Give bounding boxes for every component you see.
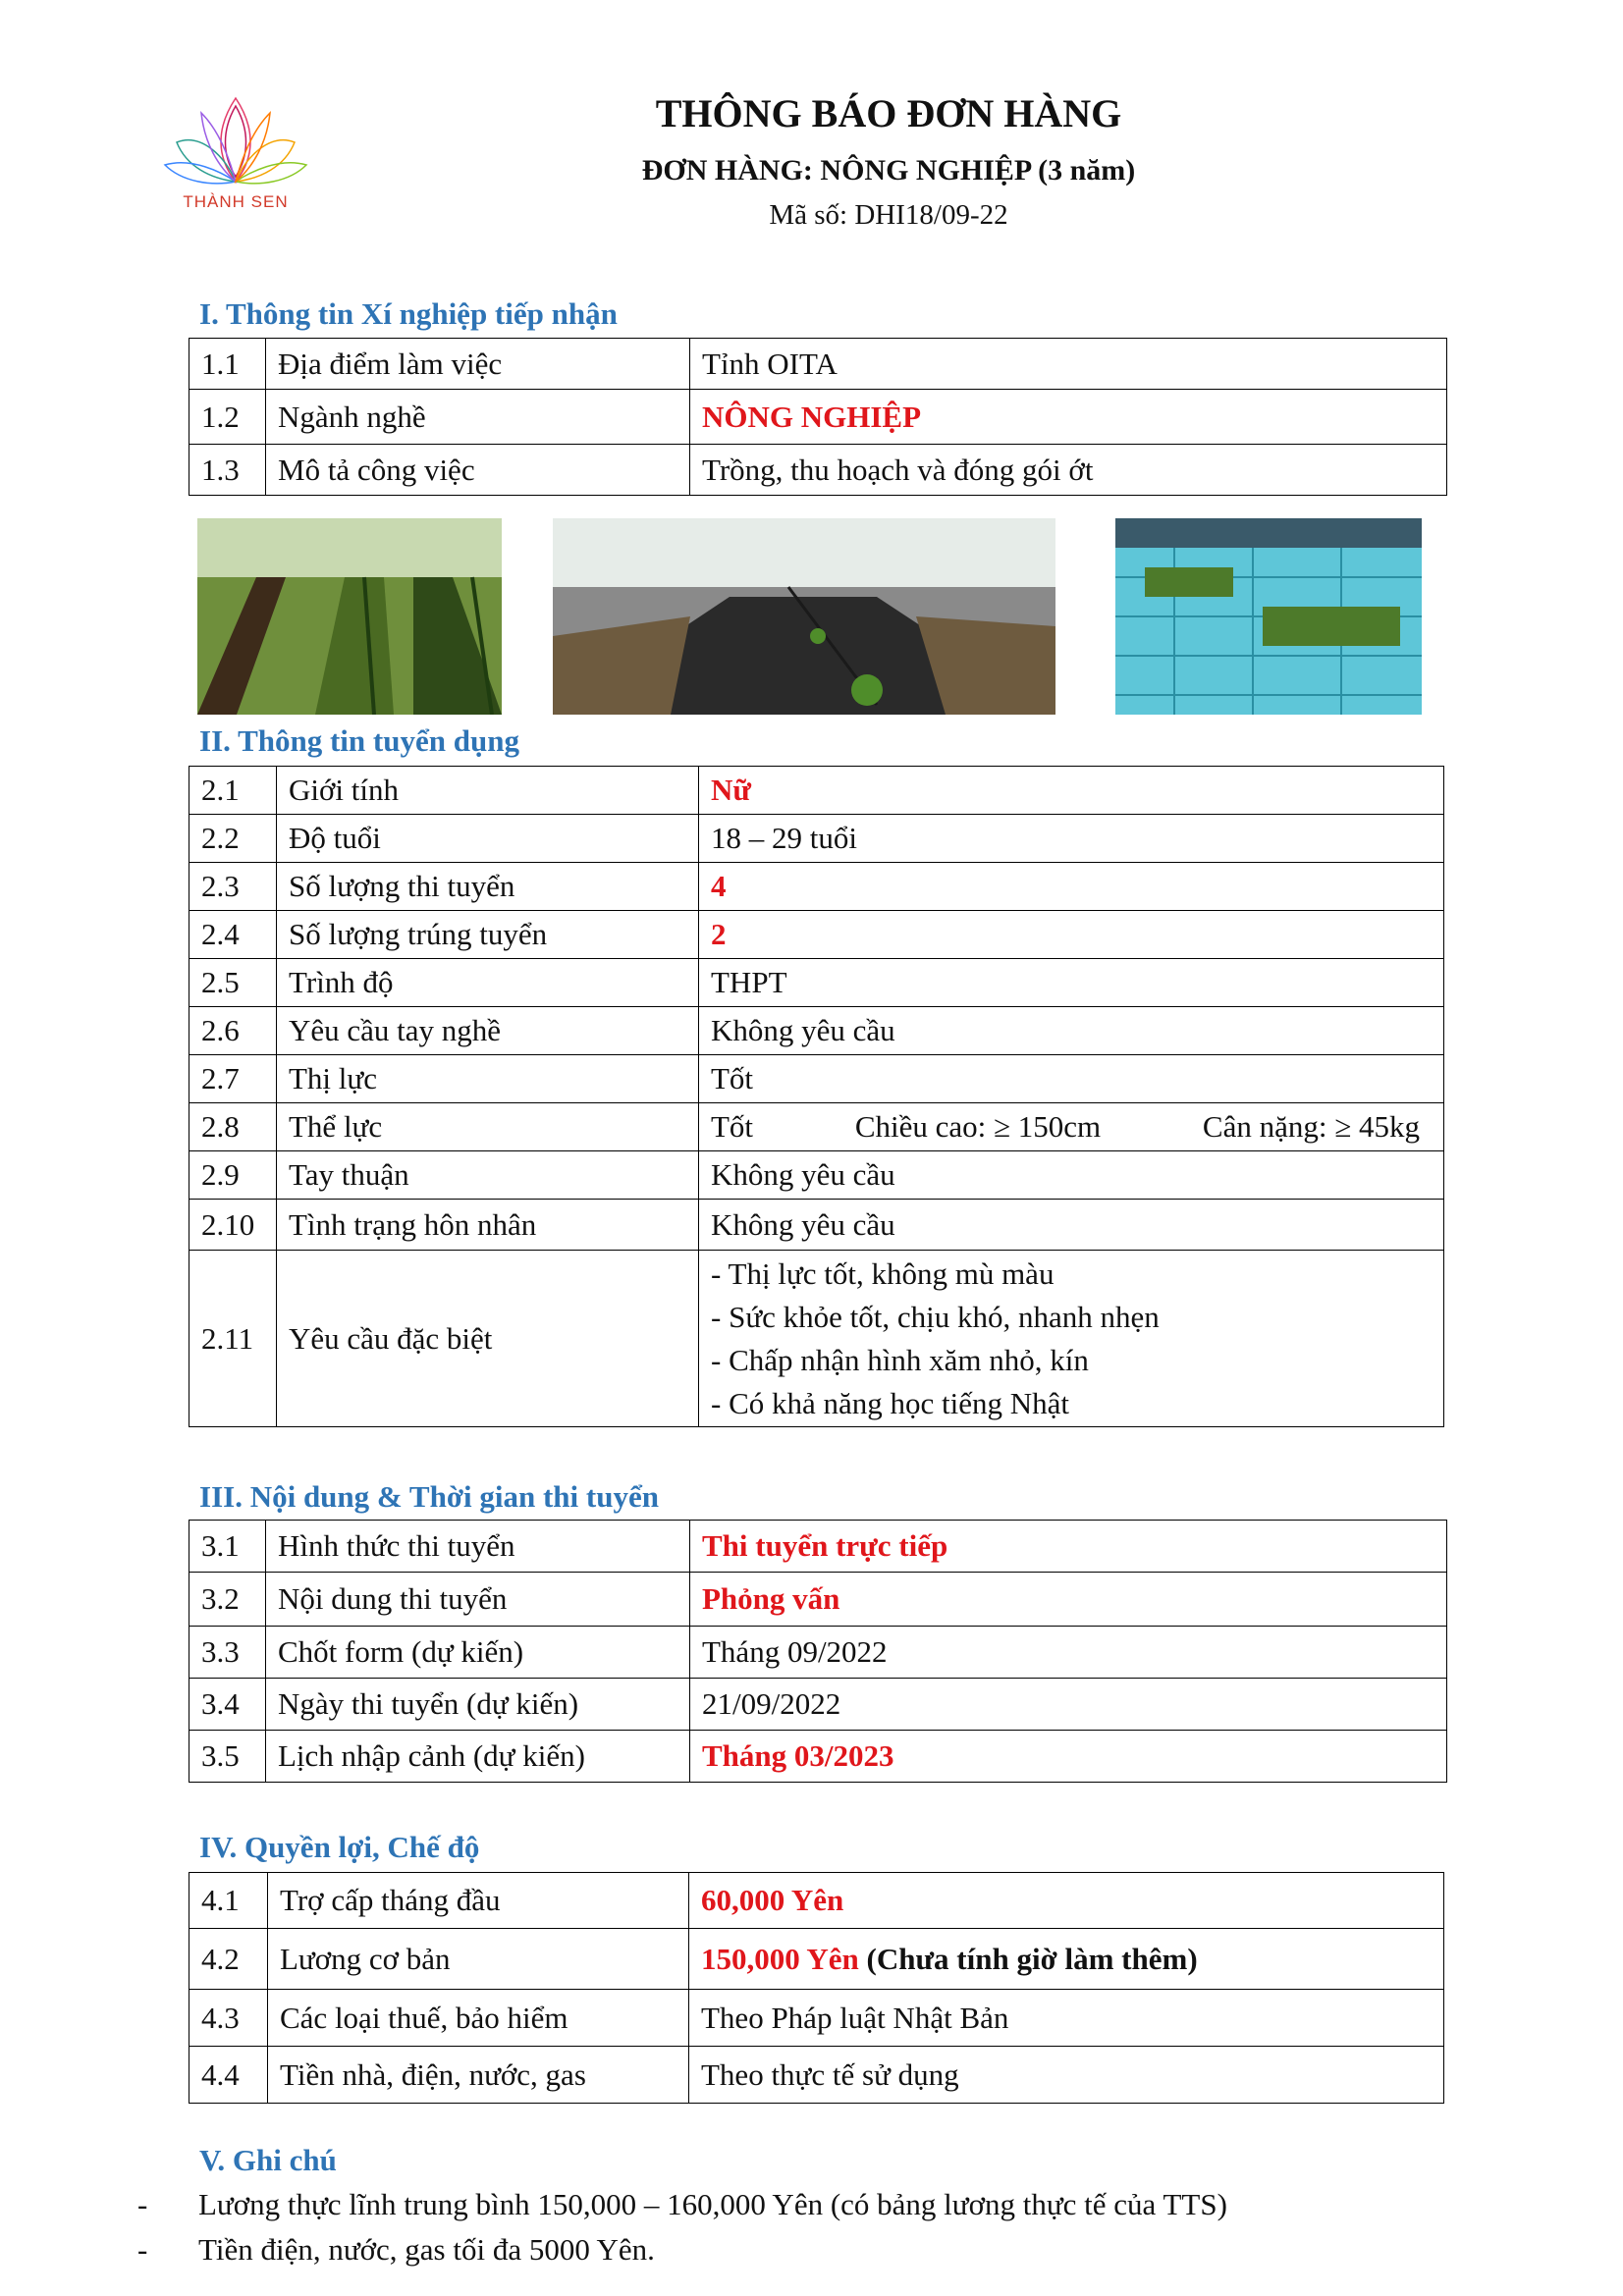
logo-text: THÀNH SEN [183,192,289,211]
table-row [189,1055,1444,1103]
order-code: Mã số: DHI18/09-22 [769,199,1008,231]
row-label: Ngày thi tuyển (dự kiến) [266,1679,690,1731]
row-label: Số lượng thi tuyển [277,863,699,911]
table-row [189,1873,1444,1929]
row-label: Giới tính [277,767,699,815]
row-value: Không yêu cầu [699,1200,1444,1251]
row-number: 1.3 [189,445,266,496]
table-row [189,339,1447,390]
note-dash: - [137,2232,148,2267]
table-row [189,2047,1444,2104]
table-row [189,1573,1447,1627]
section-1-table [189,338,1447,496]
table-row [189,863,1444,911]
table-row [189,1679,1447,1731]
row-number: 3.3 [189,1627,266,1679]
row-value: NÔNG NGHIỆP [690,390,1447,445]
table-row [189,1929,1444,1990]
row-label: Thị lực [277,1055,699,1103]
row-number: 2.11 [189,1251,277,1427]
section-5-title: V. Ghi chú [199,2143,337,2177]
row-label: Tình trạng hôn nhân [277,1200,699,1251]
row-number: 2.6 [189,1007,277,1055]
special-requirement: - Có khả năng học tiếng Nhật [711,1385,1070,1420]
table-row [189,390,1447,445]
height-requirement: Chiều cao: ≥ 150cm [854,1109,1102,1145]
salary-value: 150,000 Yên [701,1941,859,1976]
note-text: Tiền điện, nước, gas tối đa 5000 Yên. [198,2232,655,2267]
row-number: 2.10 [189,1200,277,1251]
row-label: Trình độ [277,959,699,1007]
order-subtitle: ĐƠN HÀNG: NÔNG NGHIỆP (3 năm) [641,154,1136,187]
row-label: Mô tả công việc [266,445,690,496]
row-label: Hình thức thi tuyển [266,1521,690,1573]
fitness-value: Tốt [711,1109,754,1145]
row-number: 2.3 [189,863,277,911]
row-number: 2.1 [189,767,277,815]
table-row [189,1251,1444,1427]
row-value: Theo thực tế sử dụng [689,2047,1444,2104]
row-value: Trồng, thu hoạch và đóng gói ớt [690,445,1447,496]
table-row [189,959,1444,1007]
table-row [189,1200,1444,1251]
table-row [189,1990,1444,2047]
row-value: Không yêu cầu [699,1007,1444,1055]
table-row [189,445,1447,496]
section-1-title: I. Thông tin Xí nghiệp tiếp nhận [199,296,618,331]
row-value: Tháng 09/2022 [690,1627,1447,1679]
section-3-title: III. Nội dung & Thời gian thi tuyển [199,1479,659,1514]
row-label: Độ tuổi [277,815,699,863]
special-requirement: - Thị lực tốt, không mù màu [711,1255,1055,1291]
note-dash: - [137,2187,148,2221]
row-label: Lương cơ bản [268,1929,689,1990]
table-row [189,1151,1444,1200]
row-number: 2.4 [189,911,277,959]
table-row [189,1627,1447,1679]
row-number: 2.2 [189,815,277,863]
row-label: Tiền nhà, điện, nước, gas [268,2047,689,2104]
row-label: Ngành nghề [266,390,690,445]
row-label: Địa điểm làm việc [266,339,690,390]
special-requirement: - Chấp nhận hình xăm nhỏ, kín [711,1342,1089,1377]
row-label: Nội dung thi tuyển [266,1573,690,1627]
crates-photo [1115,518,1422,715]
row-value: Tỉnh OITA [690,339,1447,390]
section-4-title: IV. Quyền lợi, Chế độ [199,1830,480,1864]
row-value [689,1929,1444,1990]
row-label: Thể lực [277,1103,699,1151]
row-value: Tháng 03/2023 [690,1731,1447,1783]
row-label: Trợ cấp tháng đầu [268,1873,689,1929]
table-row [189,911,1444,959]
table-row [189,1521,1447,1573]
row-number: 4.3 [189,1990,268,2047]
row-number: 3.2 [189,1573,266,1627]
lotus-icon [157,88,314,191]
row-value: Nữ [699,767,1444,815]
row-label: Yêu cầu đặc biệt [277,1251,699,1427]
company-logo [157,88,314,216]
table-row [189,1731,1447,1783]
page-title: THÔNG BÁO ĐƠN HÀNG [655,91,1122,135]
table-row [189,1103,1444,1151]
section-2-table [189,766,1444,1427]
row-value: 21/09/2022 [690,1679,1447,1731]
row-label: Số lượng trúng tuyển [277,911,699,959]
greenhouse-photo [197,518,502,715]
row-value: Phỏng vấn [690,1573,1447,1627]
row-number: 4.1 [189,1873,268,1929]
note-text: Lương thực lĩnh trung bình 150,000 – 160,000 Yên (có bảng lương thực tế của TTS) [198,2187,1227,2221]
row-number: 2.9 [189,1151,277,1200]
row-label: Các loại thuế, bảo hiểm [268,1990,689,2047]
row-value: THPT [699,959,1444,1007]
row-value [699,1103,1444,1151]
row-label: Chốt form (dự kiến) [266,1627,690,1679]
row-value: 18 – 29 tuổi [699,815,1444,863]
row-number: 3.1 [189,1521,266,1573]
section-2-title: II. Thông tin tuyển dụng [199,723,519,758]
special-requirement: - Sức khỏe tốt, chịu khó, nhanh nhẹn [711,1299,1160,1334]
note-item [137,2187,1227,2222]
salary-note: (Chưa tính giờ làm thêm) [858,1941,1198,1976]
table-row [189,1007,1444,1055]
row-number: 2.7 [189,1055,277,1103]
row-label: Tay thuận [277,1151,699,1200]
row-value: Không yêu cầu [699,1151,1444,1200]
row-number: 1.1 [189,339,266,390]
row-number: 3.4 [189,1679,266,1731]
row-number: 2.8 [189,1103,277,1151]
row-value: 2 [699,911,1444,959]
section-4-table [189,1872,1444,2104]
row-value: 4 [699,863,1444,911]
row-value: Thi tuyển trực tiếp [690,1521,1447,1573]
weight-requirement: Cân nặng: ≥ 45kg [1202,1109,1420,1145]
table-row [189,815,1444,863]
row-label: Yêu cầu tay nghề [277,1007,699,1055]
section-3-table [189,1520,1447,1783]
row-value: Theo Pháp luật Nhật Bản [689,1990,1444,2047]
row-number: 4.4 [189,2047,268,2104]
row-value: 60,000 Yên [689,1873,1444,1929]
row-value [699,1251,1444,1427]
row-number: 4.2 [189,1929,268,1990]
row-label: Lịch nhập cảnh (dự kiến) [266,1731,690,1783]
row-number: 3.5 [189,1731,266,1783]
note-item [137,2232,655,2268]
table-row [189,767,1444,815]
field-photo [553,518,1055,715]
row-value: Tốt [699,1055,1444,1103]
row-number: 2.5 [189,959,277,1007]
row-number: 1.2 [189,390,266,445]
